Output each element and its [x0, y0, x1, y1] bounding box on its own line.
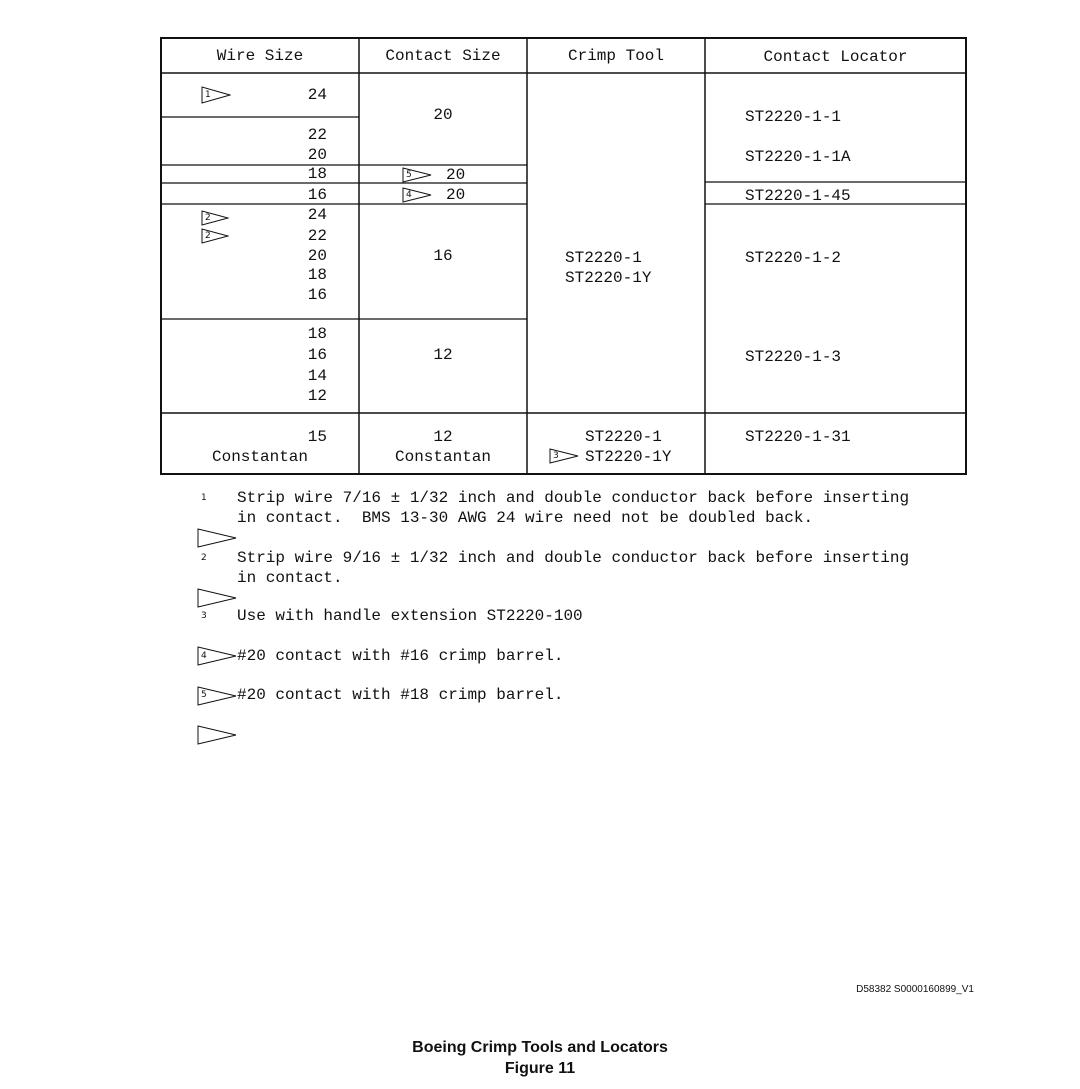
header-wire-size: Wire Size	[216, 47, 304, 65]
crimp-tool-cell: ST2220-1Y	[565, 269, 652, 287]
note-3	[197, 606, 583, 626]
contact-size-cell: 20	[446, 186, 466, 204]
note-4	[197, 646, 564, 666]
note-flag-number: 2	[205, 231, 211, 241]
note-flag-number: 2	[201, 553, 207, 563]
contact-size-cell: 20	[446, 166, 466, 184]
wire-size-cell: 12	[307, 387, 327, 405]
wire-size-cell: 24	[307, 206, 327, 224]
note-1	[197, 488, 910, 528]
wire-size-cell: 16	[307, 186, 327, 204]
note-5	[197, 685, 564, 705]
note-text-line: #20 contact with #16 crimp barrel.	[237, 647, 564, 665]
crimp-tool-cell: ST2220-1Y	[585, 448, 672, 466]
note-2	[197, 548, 910, 588]
wire-size-cell: 16	[307, 286, 327, 304]
figure-title: Boeing Crimp Tools and Locators	[412, 1039, 668, 1056]
note-flag-number: 5	[406, 170, 412, 180]
figure-caption	[0, 1037, 1080, 1079]
contact-locator-cell: ST2220-1-2	[745, 249, 842, 267]
contact-size-cell: 16	[433, 247, 453, 265]
contact-size-cell: 20	[433, 106, 453, 124]
wire-size-cell: 24	[307, 86, 327, 104]
contact-size-cell: 12	[433, 346, 453, 364]
header-contact-size: Contact Size	[385, 47, 501, 65]
wire-size-cell: 15	[307, 428, 327, 446]
figure-reference-id: D58382 S0000160899_V1	[856, 984, 974, 995]
crimp-tool-table	[0, 0, 1080, 480]
figure-number: Figure 11	[504, 1060, 576, 1077]
note-text-line: in contact. BMS 13-30 AWG 24 wire need not be doubled back.	[237, 509, 814, 527]
note-text-line: Strip wire 7/16 ± 1/32 inch and double conductor back before inserting	[237, 489, 910, 507]
crimp-tool-cell: ST2220-1	[565, 249, 642, 267]
note-flag-number: 1	[201, 493, 207, 503]
header-contact-locator: Contact Locator	[763, 48, 908, 66]
contact-size-cell: 12	[433, 428, 453, 446]
table-grid-lines	[0, 0, 1080, 480]
crimp-tool-cell: ST2220-1	[585, 428, 662, 446]
note-flag-number: 1	[205, 90, 211, 100]
note-flag-number: 3	[553, 451, 559, 461]
note-flag-icon	[197, 685, 237, 805]
wire-size-cell: 20	[307, 247, 327, 265]
contact-locator-cell: ST2220-1-3	[745, 348, 842, 366]
note-text-line: #20 contact with #18 crimp barrel.	[237, 686, 564, 704]
contact-locator-cell: ST2220-1-1A	[745, 148, 851, 166]
contact-locator-cell: ST2220-1-1	[745, 108, 842, 126]
wire-size-cell: 16	[307, 346, 327, 364]
note-flag-number: 5	[201, 690, 207, 700]
note-text-line: Use with handle extension ST2220-100	[237, 607, 583, 625]
contact-size-cell: Constantan	[394, 448, 491, 466]
contact-locator-cell: ST2220-1-31	[745, 428, 851, 446]
note-flag-number: 4	[406, 190, 412, 200]
note-flag-number: 4	[201, 651, 207, 661]
header-crimp-tool: Crimp Tool	[567, 47, 664, 65]
note-text-line: in contact.	[237, 569, 343, 587]
wire-size-cell: Constantan	[211, 448, 308, 466]
wire-size-cell: 18	[307, 266, 327, 284]
note-text-line: Strip wire 9/16 ± 1/32 inch and double conductor back before inserting	[237, 549, 910, 567]
wire-size-cell: 22	[307, 126, 327, 144]
wire-size-cell: 20	[307, 146, 327, 164]
note-flag-number: 3	[201, 611, 207, 621]
contact-locator-cell: ST2220-1-45	[745, 187, 851, 205]
wire-size-cell: 18	[307, 325, 327, 343]
note-flag-number: 2	[205, 213, 211, 223]
wire-size-cell: 18	[307, 165, 327, 183]
wire-size-cell: 14	[307, 367, 327, 385]
wire-size-cell: 22	[307, 227, 327, 245]
